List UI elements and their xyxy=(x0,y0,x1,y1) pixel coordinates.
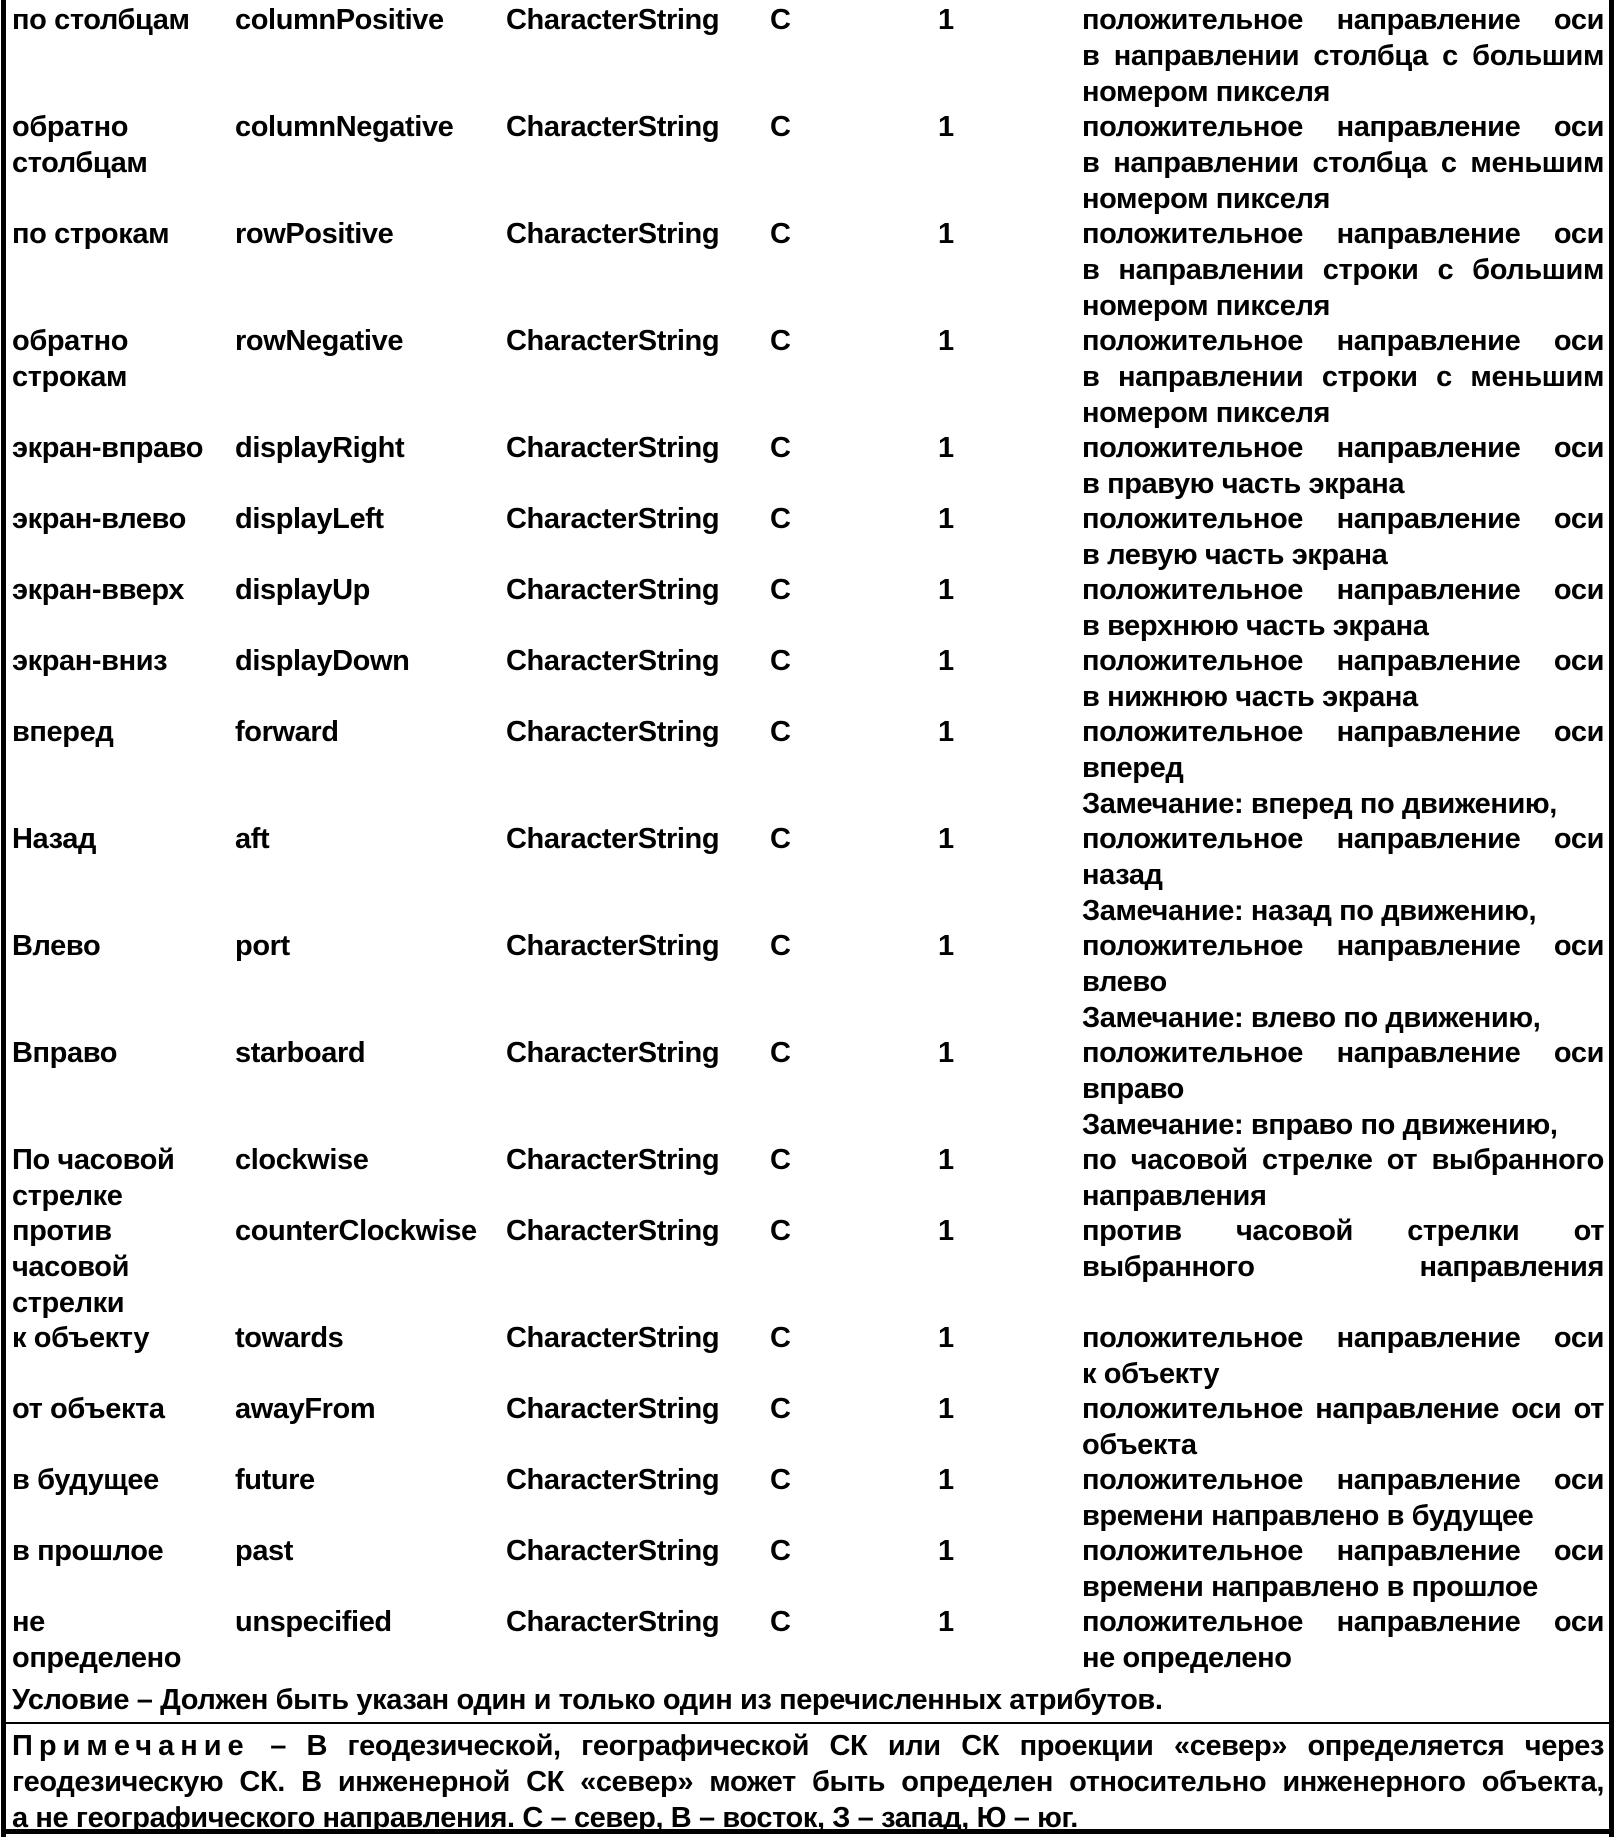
cell-max-occurrence: 1 xyxy=(938,432,954,464)
cell-type: CharacterString xyxy=(506,111,720,143)
cell-obligation: C xyxy=(770,1535,791,1567)
cell-obligation: C xyxy=(770,823,791,855)
cell-definition xyxy=(1082,501,1604,573)
cell-name-ru: по столбцам xyxy=(12,4,190,36)
cell-name-ru: Влево xyxy=(12,930,101,962)
cell-obligation: C xyxy=(770,645,791,677)
cell-obligation: C xyxy=(770,1037,791,1069)
definition-line: в правую часть экрана xyxy=(1082,468,1405,500)
cell-name-ru: Назад xyxy=(12,823,96,855)
cell-type: CharacterString xyxy=(506,503,720,535)
definition-line: назад xyxy=(1082,859,1163,891)
definition-line: положительное направление оси xyxy=(1082,218,1604,250)
cell-obligation: C xyxy=(770,218,791,250)
cell-obligation: C xyxy=(770,1464,791,1496)
definition-line: положительное направление оси xyxy=(1082,930,1604,962)
cell-name-ru: Вправо xyxy=(12,1037,118,1069)
cell-definition xyxy=(1082,430,1604,502)
cell-type: CharacterString xyxy=(506,432,720,464)
cell-code: rowPositive xyxy=(235,218,394,250)
cell-max-occurrence: 1 xyxy=(938,930,954,962)
cell-definition xyxy=(1082,109,1604,217)
cell-code: towards xyxy=(235,1322,344,1354)
definition-line: времени направлено в прошлое xyxy=(1082,1571,1538,1603)
definition-line: в направлении строки с меньшим xyxy=(1082,361,1604,393)
cell-code: rowNegative xyxy=(235,325,404,357)
definition-line: в левую часть экрана xyxy=(1082,539,1388,571)
cell-code: displayDown xyxy=(235,645,410,677)
cell-code: displayUp xyxy=(235,574,370,606)
cell-name-ru: в будущее xyxy=(12,1464,159,1496)
cell-obligation: C xyxy=(770,325,791,357)
cell-type: CharacterString xyxy=(506,4,720,36)
definition-line: номером пикселя xyxy=(1082,397,1331,429)
cell-type: CharacterString xyxy=(506,574,720,606)
cell-max-occurrence: 1 xyxy=(938,1144,954,1176)
cell-name-ru: экран-вниз xyxy=(12,645,168,677)
definition-line: Замечание: вправо по движению, xyxy=(1082,1109,1558,1141)
cell-max-occurrence: 1 xyxy=(938,716,954,748)
cell-definition xyxy=(1082,1035,1604,1143)
definition-line: положительное направление оси xyxy=(1082,432,1604,464)
note-line-1-text: – В геодезической, географической СК или СК проекции «север» определяется через xyxy=(249,1730,1604,1762)
note-line-1 xyxy=(12,1728,1604,1764)
cell-definition xyxy=(1082,2,1604,110)
definition-line: в направлении столбца с меньшим xyxy=(1082,147,1604,179)
table-border-left xyxy=(1,0,6,1837)
cell-name-ru: от объекта xyxy=(12,1393,165,1425)
cell-type: CharacterString xyxy=(506,823,720,855)
cell-code: past xyxy=(235,1535,294,1567)
definition-line: в направлении строки с большим xyxy=(1082,254,1604,286)
cell-definition xyxy=(1082,216,1604,324)
cell-definition xyxy=(1082,1142,1604,1214)
definition-line: положительное направление оси от xyxy=(1082,1393,1604,1425)
cell-code: displayLeft xyxy=(235,503,384,535)
definition-line: положительное направление оси xyxy=(1082,716,1604,748)
cell-type: CharacterString xyxy=(506,1535,720,1567)
definition-line: выбранного направления xyxy=(1082,1251,1604,1283)
cell-obligation: C xyxy=(770,1215,791,1247)
note-line-2: геодезическую СК. В инженерной СК «север» может быть определен относительно инженерного объекта, xyxy=(12,1766,1604,1798)
definition-line: направления xyxy=(1082,1180,1267,1212)
cell-max-occurrence: 1 xyxy=(938,1322,954,1354)
cell-code: awayFrom xyxy=(235,1393,376,1425)
cell-obligation: C xyxy=(770,1144,791,1176)
definition-line: времени направлено в будущее xyxy=(1082,1500,1534,1532)
definition-line: объекта xyxy=(1082,1429,1197,1461)
cell-max-occurrence: 1 xyxy=(938,218,954,250)
cell-name-ru: вперед xyxy=(12,716,114,748)
cell-max-occurrence: 1 xyxy=(938,574,954,606)
definition-line: положительное направление оси xyxy=(1082,1037,1604,1069)
definition-line: не определено xyxy=(1082,1642,1292,1674)
cell-code: unspecified xyxy=(235,1606,392,1638)
cell-obligation: C xyxy=(770,4,791,36)
definition-line: положительное направление оси xyxy=(1082,645,1604,677)
note-label: Примечание xyxy=(12,1730,250,1762)
cell-name-ru: экран-вправо xyxy=(12,432,204,464)
cell-code: columnPositive xyxy=(235,4,444,36)
cell-max-occurrence: 1 xyxy=(938,1215,954,1247)
condition-text: Условие – Должен быть указан один и только один из перечисленных атрибутов. xyxy=(12,1684,1163,1716)
cell-name-ru: к объекту xyxy=(12,1322,150,1354)
definition-line: вправо xyxy=(1082,1073,1184,1105)
cell-code: port xyxy=(235,930,290,962)
cell-max-occurrence: 1 xyxy=(938,1037,954,1069)
cell-max-occurrence: 1 xyxy=(938,823,954,855)
cell-code: forward xyxy=(235,716,339,748)
definition-line: номером пикселя xyxy=(1082,183,1331,215)
cell-max-occurrence: 1 xyxy=(938,503,954,535)
cell-code: future xyxy=(235,1464,315,1496)
definition-line: Замечание: вперед по движению, xyxy=(1082,788,1557,820)
cell-definition xyxy=(1082,714,1604,822)
cell-name-ru: обратно столбцам xyxy=(12,111,148,179)
definition-line: по часовой стрелке от выбранного xyxy=(1082,1144,1604,1176)
definition-line: положительное направление оси xyxy=(1082,574,1604,606)
cell-name-ru: По часовой стрелке xyxy=(12,1144,175,1212)
cell-obligation: C xyxy=(770,111,791,143)
cell-type: CharacterString xyxy=(506,218,720,250)
cell-definition xyxy=(1082,643,1604,715)
definition-line: положительное направление оси xyxy=(1082,111,1604,143)
definition-line: положительное направление оси xyxy=(1082,1322,1604,1354)
definition-line: положительное направление оси xyxy=(1082,1464,1604,1496)
cell-definition xyxy=(1082,1213,1604,1285)
cell-obligation: C xyxy=(770,1393,791,1425)
note-block xyxy=(12,1728,1604,1836)
cell-obligation: C xyxy=(770,432,791,464)
cell-code: counterClockwise xyxy=(235,1215,477,1247)
cell-max-occurrence: 1 xyxy=(938,325,954,357)
cell-code: displayRight xyxy=(235,432,405,464)
cell-type: CharacterString xyxy=(506,716,720,748)
cell-max-occurrence: 1 xyxy=(938,111,954,143)
cell-code: starboard xyxy=(235,1037,366,1069)
cell-obligation: C xyxy=(770,503,791,535)
definition-line: положительное направление оси xyxy=(1082,503,1604,535)
definition-line: номером пикселя xyxy=(1082,290,1331,322)
cell-type: CharacterString xyxy=(506,1464,720,1496)
definition-line: вперед xyxy=(1082,752,1184,784)
cell-type: CharacterString xyxy=(506,1215,720,1247)
cell-definition xyxy=(1082,572,1604,644)
definition-line: положительное направление оси xyxy=(1082,4,1604,36)
cell-obligation: C xyxy=(770,930,791,962)
definition-line: к объекту xyxy=(1082,1358,1220,1390)
definition-line: положительное направление оси xyxy=(1082,1606,1604,1638)
definition-line: против часовой стрелки от xyxy=(1082,1215,1604,1247)
cell-definition xyxy=(1082,1391,1604,1463)
definition-line: в верхнюю часть экрана xyxy=(1082,610,1429,642)
cell-type: CharacterString xyxy=(506,1393,720,1425)
cell-definition xyxy=(1082,1533,1604,1605)
cell-definition xyxy=(1082,1462,1604,1534)
cell-max-occurrence: 1 xyxy=(938,1535,954,1567)
definition-line: номером пикселя xyxy=(1082,76,1331,108)
cell-obligation: C xyxy=(770,574,791,606)
cell-code: aft xyxy=(235,823,270,855)
cell-max-occurrence: 1 xyxy=(938,1464,954,1496)
definition-line: положительное направление оси xyxy=(1082,1535,1604,1567)
cell-code: clockwise xyxy=(235,1144,369,1176)
cell-name-ru: экран-влево xyxy=(12,503,186,535)
cell-type: CharacterString xyxy=(506,1322,720,1354)
cell-definition xyxy=(1082,821,1604,929)
definition-line: в направлении столбца с большим xyxy=(1082,40,1604,72)
cell-obligation: C xyxy=(770,1606,791,1638)
definition-line: в нижнюю часть экрана xyxy=(1082,681,1418,713)
cell-type: CharacterString xyxy=(506,1037,720,1069)
cell-type: CharacterString xyxy=(506,325,720,357)
cell-name-ru: не определено xyxy=(12,1606,182,1674)
condition-divider xyxy=(6,1722,1611,1724)
cell-type: CharacterString xyxy=(506,1606,720,1638)
table-border-right xyxy=(1609,0,1614,1837)
cell-definition xyxy=(1082,1320,1604,1392)
cell-name-ru: экран-вверх xyxy=(12,574,185,606)
cell-obligation: C xyxy=(770,1322,791,1354)
definition-line: положительное направление оси xyxy=(1082,325,1604,357)
cell-max-occurrence: 1 xyxy=(938,645,954,677)
cell-definition xyxy=(1082,1604,1604,1676)
cell-type: CharacterString xyxy=(506,930,720,962)
definition-line: Замечание: влево по движению, xyxy=(1082,1002,1541,1034)
cell-max-occurrence: 1 xyxy=(938,4,954,36)
cell-code: columnNegative xyxy=(235,111,454,143)
cell-definition xyxy=(1082,928,1604,1036)
definition-line: влево xyxy=(1082,966,1167,998)
cell-max-occurrence: 1 xyxy=(938,1393,954,1425)
cell-definition xyxy=(1082,323,1604,431)
note-line-3: а не географического направления. С – север, В – восток, З – запад, Ю – юг. xyxy=(12,1802,1078,1834)
definition-line: положительное направление оси xyxy=(1082,823,1604,855)
cell-name-ru: по строкам xyxy=(12,218,170,250)
cell-max-occurrence: 1 xyxy=(938,1606,954,1638)
cell-name-ru: в прошлое xyxy=(12,1535,164,1567)
cell-type: CharacterString xyxy=(506,1144,720,1176)
definition-line: Замечание: назад по движению, xyxy=(1082,895,1537,927)
cell-name-ru: против часовой стрелки xyxy=(12,1215,129,1319)
cell-obligation: C xyxy=(770,716,791,748)
cell-type: CharacterString xyxy=(506,645,720,677)
cell-name-ru: обратно строкам xyxy=(12,325,129,393)
